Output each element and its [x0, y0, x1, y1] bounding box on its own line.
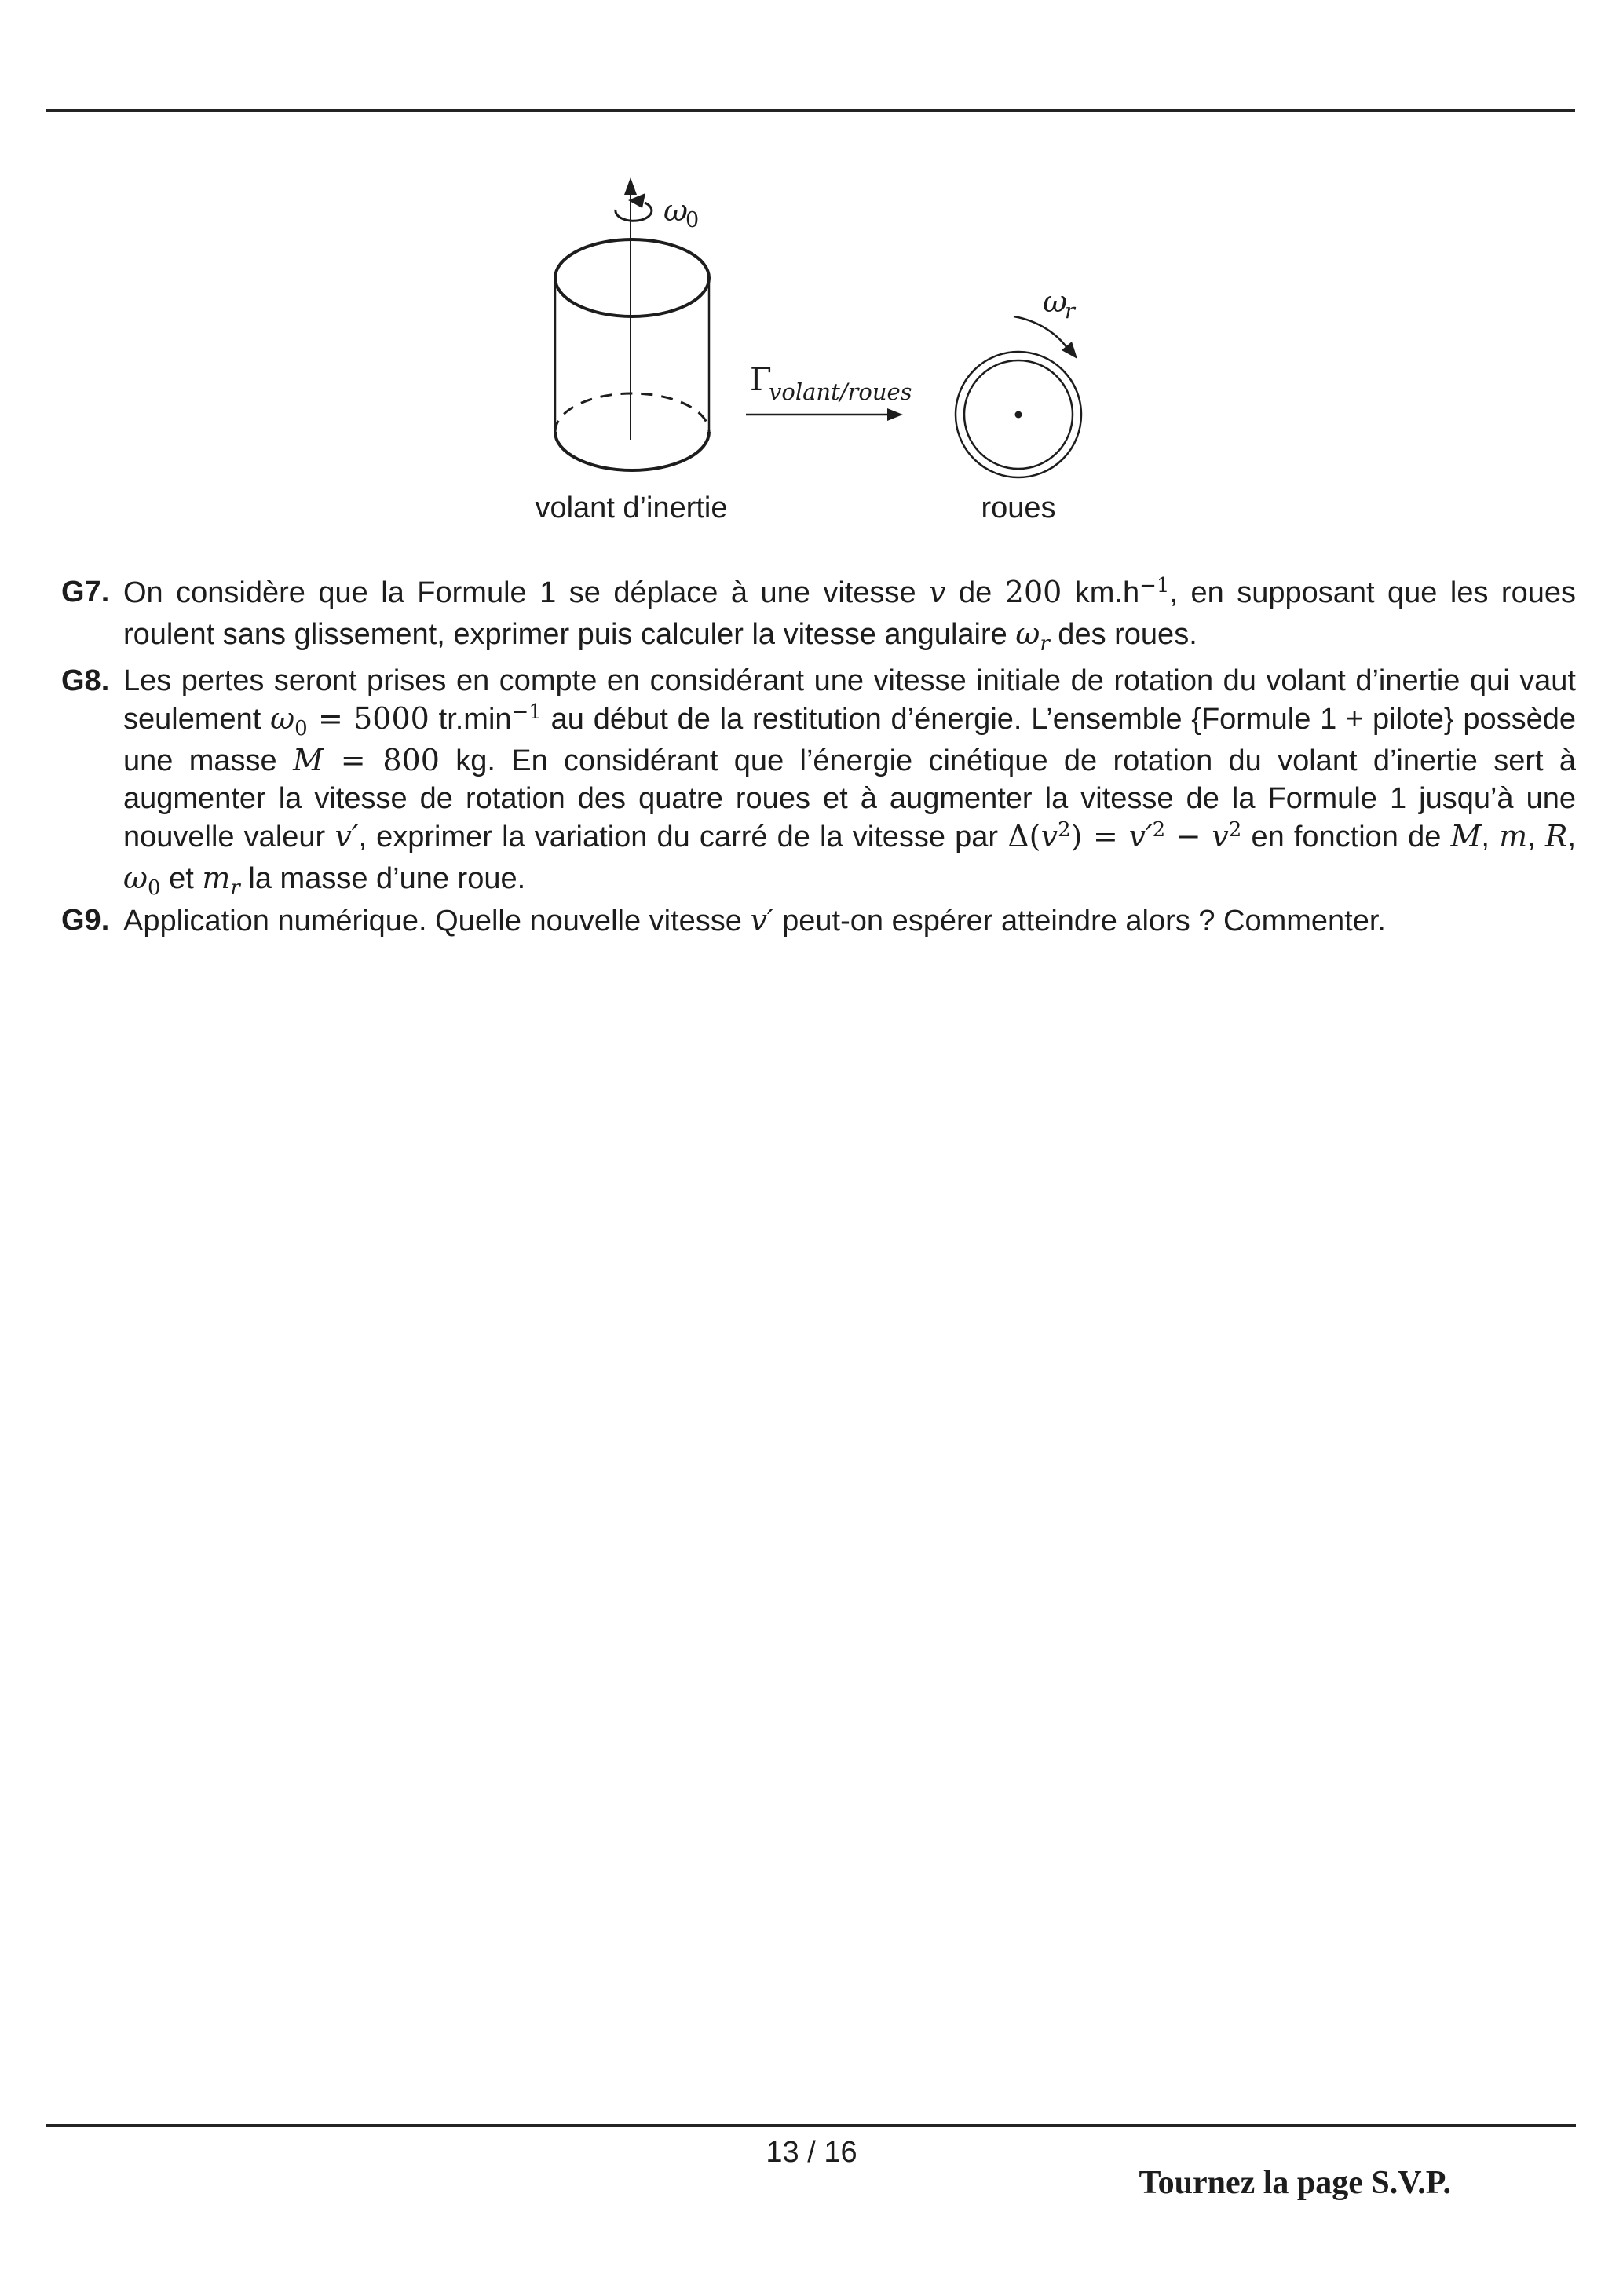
omega0-symbol: ω [663, 193, 688, 228]
axis-arrowhead-icon [624, 177, 637, 195]
gamma-symbol: Γ [750, 362, 772, 398]
header-rule [46, 109, 1575, 112]
question-g7-text: On considère que la Formule 1 se déplace à une vitesse v de 200 $km.h^{-1}$, en supposant que les roues roulent sans glissement, exprimer puis calculer la vitesse angulaire $\omega_r$ des roues. [123, 574, 1576, 656]
wheels-caption: roues [981, 492, 1056, 525]
wheel-rotation-arrow-icon [1014, 316, 1070, 353]
question-g8-number: G8. [61, 664, 110, 697]
omegar-subscript: r [1065, 299, 1075, 324]
page-number: 13 / 16 [766, 2136, 857, 2169]
footer-rule [46, 2124, 1576, 2127]
gamma-subscript: volant/roues [769, 378, 912, 405]
question-g8 [61, 662, 1576, 901]
turn-page-note: Tournez la page S.V.P. [1139, 2165, 1451, 2201]
cylinder-hidden-arc [555, 393, 709, 432]
flywheel-wheels-figure [503, 169, 1139, 530]
question-g9-number: G9. [61, 904, 110, 937]
omega0-subscript: 0 [685, 208, 700, 232]
question-g7 [61, 573, 1576, 656]
wheel-circle [956, 352, 1081, 477]
flywheel-cylinder [555, 239, 709, 470]
rotation-arrow-icon [616, 203, 652, 221]
question-g8-text: Les pertes seront prises en compte en considérant une vitesse initiale de rotation du volant d’inertie qui vaut seulement $\omega_0 = 5000$ $tr.\min^{-1}$ au début de la restitution d’énergie. L’ensemble {Formule 1 + pilote} possède une masse M = 800 kg. En considérant que l’énergie cinétique de rotation du volant d’inertie sert à augmenter la vitesse de rotation des quatre roues et à augmenter la vitesse de la Formule 1 jusqu’à une nouvelle valeur v′, exprimer la variation du carré de la vitesse par $\Delta(v^2) = v'^2 - v^2$ en fonction de M, m, R, $\omega_0$ et $m_r$ la masse d’une roue. [123, 664, 1577, 900]
cylinder-bottom-arc [555, 432, 709, 470]
torque-arrowhead-icon [887, 408, 903, 421]
question-g9 [61, 901, 1576, 940]
omegar-symbol: ω [1043, 284, 1067, 319]
question-g9-text: Application numérique. Quelle nouvelle vitesse v′ peut-on espérer atteindre alors ? Commenter. [123, 903, 1386, 938]
flywheel-caption: volant d’inertie [535, 492, 728, 525]
cylinder-top-ellipse [555, 239, 709, 316]
question-g7-number: G7. [61, 576, 110, 609]
wheel-center-dot [1015, 411, 1022, 419]
